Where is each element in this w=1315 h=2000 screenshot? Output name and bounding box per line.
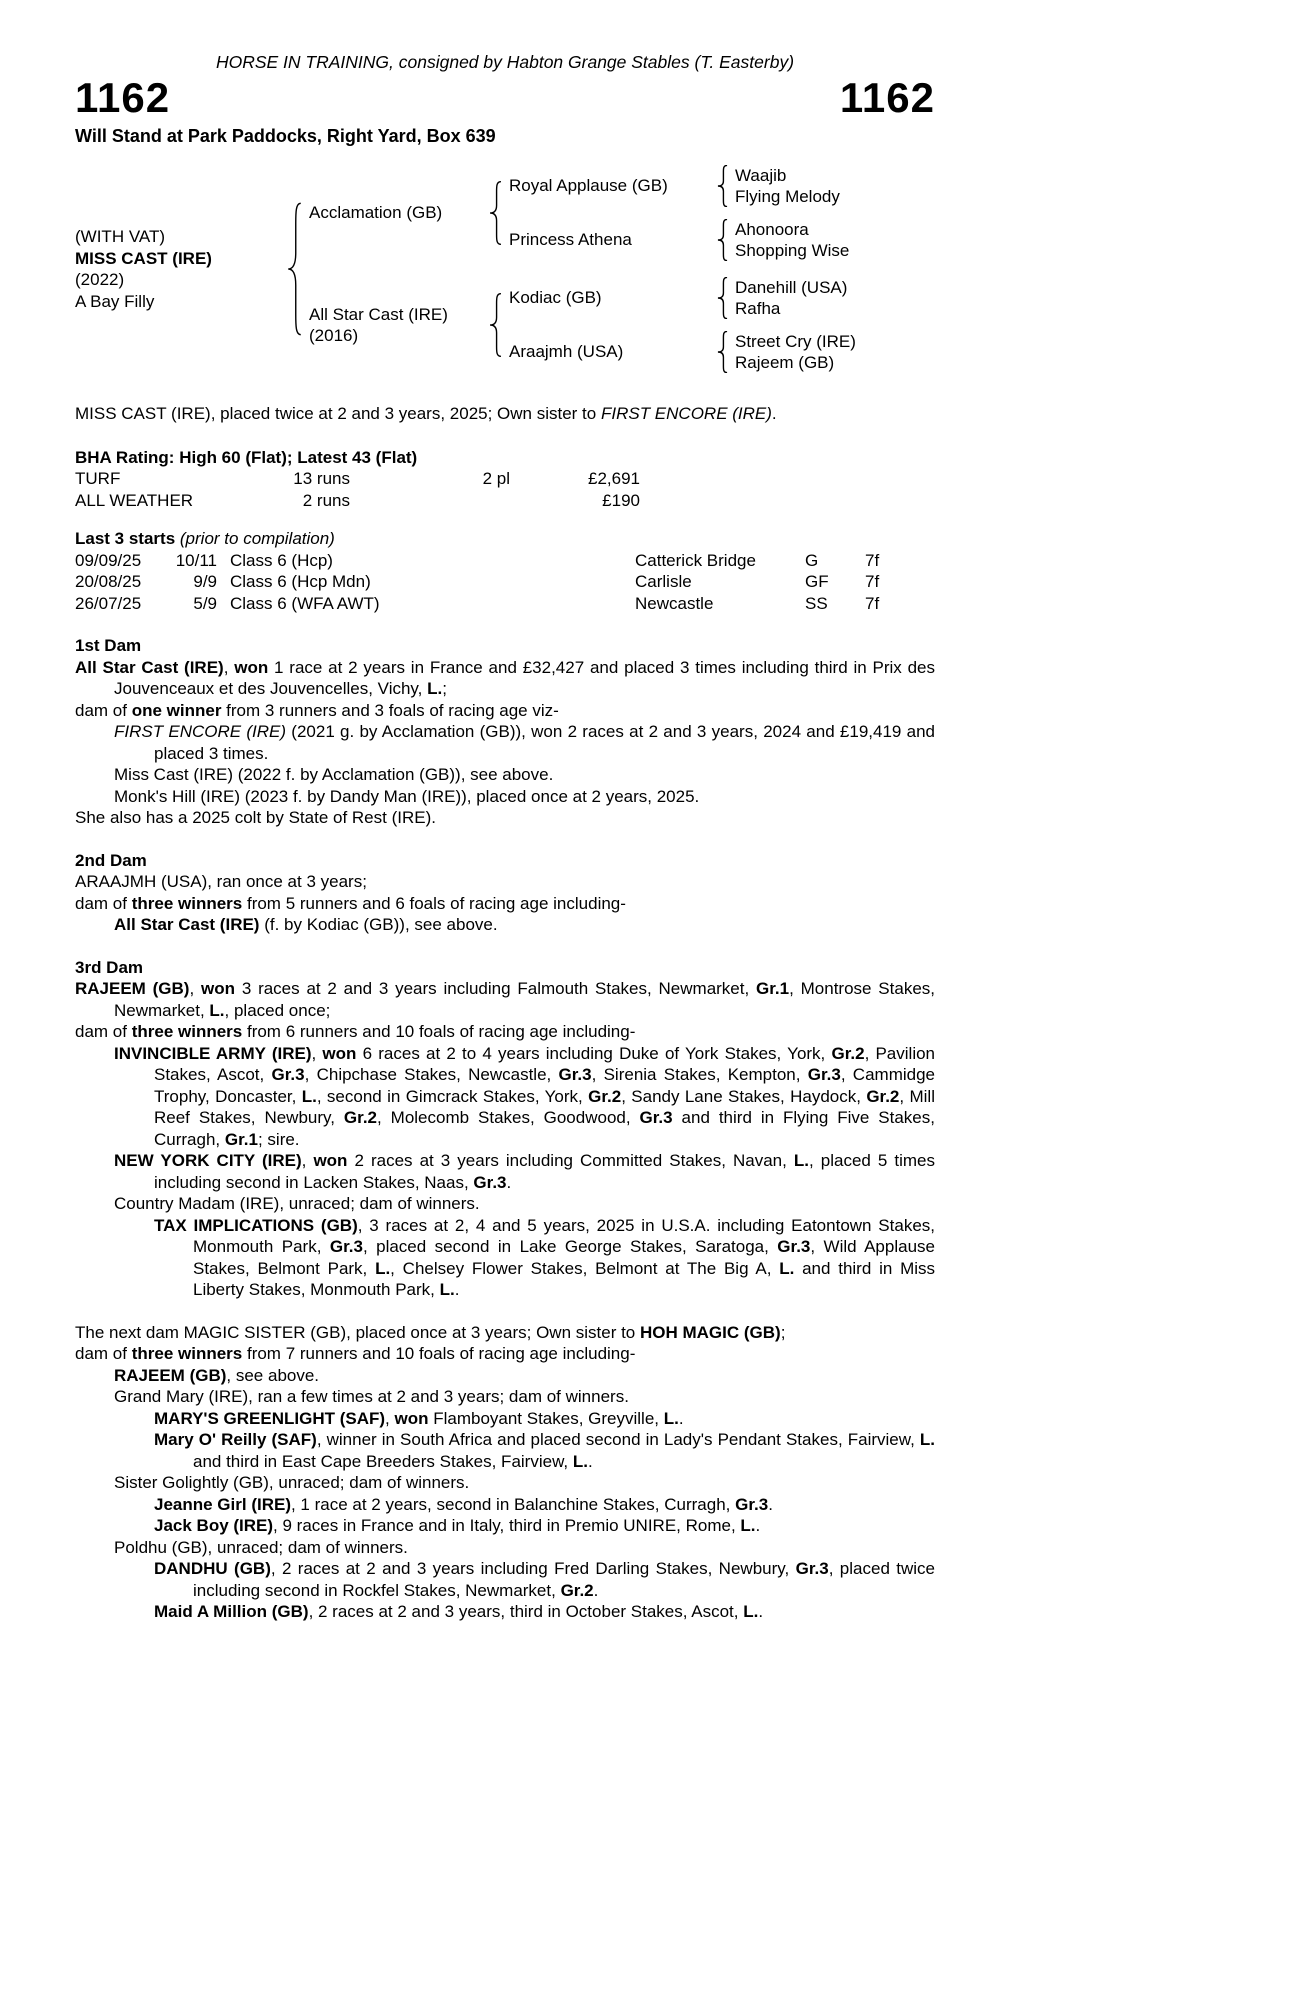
great-grandparent-name: Flying Melody — [735, 187, 840, 206]
text-segment: Maid A Million (GB) — [154, 1602, 309, 1621]
text-segment: , Sandy Lane Stakes, Haydock, — [621, 1086, 867, 1106]
foaling-year: (2022) — [75, 270, 125, 289]
text-segment: , Cammidge Trophy, Doncaster, — [154, 1065, 935, 1106]
text-segment: ; — [780, 1322, 786, 1342]
text-segment: dam of — [75, 1022, 132, 1041]
text-segment: , second in Gimcrack Stakes, York, — [316, 1086, 589, 1106]
text-segment: Gr.3 — [329, 1237, 363, 1256]
text-segment: 2 races at 3 years including Committed Stakes, Navan, — [347, 1151, 794, 1170]
text-segment: L. — [572, 1451, 588, 1471]
text-segment: three winners — [131, 893, 243, 913]
text-segment: and third in Miss Liberty Stakes, Monmouth Park, — [193, 1258, 936, 1299]
pedigree-brace-icon — [717, 331, 728, 373]
section-heading — [75, 957, 935, 979]
text-segment: Gr.1 — [756, 979, 790, 998]
stand-location: Will Stand at Park Paddocks, Right Yard, Box 639 — [75, 125, 496, 146]
grandparent-row — [509, 277, 856, 319]
grandsire-name: Royal Applause (GB) — [509, 176, 668, 196]
text-segment: . — [587, 1451, 593, 1471]
text-segment: Gr.2 — [831, 1043, 865, 1063]
text-segment: RAJEEM (GB) — [114, 1365, 227, 1385]
grandparent-row — [509, 219, 849, 261]
text-segment: Poldhu (GB), unraced; dam of winners. — [114, 1537, 408, 1557]
catalogue-paragraph — [75, 1429, 935, 1472]
pedigree-brace-icon — [287, 202, 302, 336]
catalogue-paragraph — [75, 1537, 935, 1559]
text-segment: L. — [375, 1258, 391, 1278]
dam-grandparents — [509, 277, 856, 373]
text-segment: three winners — [131, 1022, 243, 1041]
start-distance: 7f — [865, 572, 880, 591]
catalogue-paragraph — [75, 1322, 935, 1344]
text-segment: , — [385, 1408, 395, 1428]
start-course: Newcastle — [635, 593, 714, 613]
bha-rating-line: BHA Rating: High 60 (Flat); Latest 43 (Flat) — [75, 447, 418, 467]
text-segment: L. — [663, 1408, 679, 1428]
text-segment: Gr.3 — [639, 1108, 673, 1127]
consignment-header: HORSE IN TRAINING, consigned by Habton Grange Stables (T. Easterby) — [215, 52, 795, 72]
catalogue-paragraph — [75, 871, 935, 893]
start-distance: 7f — [865, 550, 880, 570]
text-segment: L. — [743, 1602, 759, 1621]
text-segment: , Chelsey Flower Stakes, Belmont at The Big A, — [390, 1258, 780, 1278]
text-segment: HOH MAGIC (GB) — [639, 1322, 781, 1342]
great-grandparent-name: Shopping Wise — [735, 241, 850, 260]
catalogue-paragraph — [75, 1472, 935, 1494]
text-segment: Flamboyant Stakes, Greyville, — [428, 1408, 664, 1428]
great-grandparents — [735, 277, 847, 319]
text-segment: from 5 runners and 6 foals of racing age including- — [242, 893, 626, 913]
catalogue-paragraph — [75, 1408, 935, 1430]
catalogue-paragraph — [75, 1343, 935, 1365]
text-segment: . — [678, 1408, 684, 1428]
text-segment: , Sirenia Stakes, Kempton, — [591, 1065, 808, 1084]
text-segment: dam of — [75, 1344, 132, 1363]
text-segment: , Wild Applause Stakes, Belmont Park, — [193, 1237, 935, 1278]
catalogue-content — [75, 0, 935, 1623]
text-segment: FIRST ENCORE (IRE) — [600, 404, 772, 423]
catalogue-paragraph — [75, 786, 935, 808]
text-segment: , 2 races at 2 and 3 years, third in October Stakes, Ascot, — [308, 1602, 744, 1621]
text-segment: won — [313, 1151, 348, 1170]
surface-label: ALL WEATHER — [75, 490, 194, 510]
text-segment: DANDHU (GB) — [154, 1559, 271, 1578]
catalogue-paragraph — [75, 1193, 935, 1215]
catalogue-paragraph — [75, 807, 935, 829]
text-segment: Gr.3 — [777, 1237, 811, 1256]
text-segment: won — [234, 657, 269, 677]
lot-number-right: 1162 — [839, 73, 935, 121]
granddam-name: Araajmh (USA) — [509, 342, 624, 362]
section-heading — [75, 635, 935, 657]
start-race: Class 6 (Hcp Mdn) — [230, 572, 371, 591]
catalogue-paragraph — [75, 1558, 935, 1601]
text-segment: (f. by Kodiac (GB)), see above. — [259, 915, 498, 934]
bha-rating-block — [75, 447, 935, 512]
runs-value: 2 runs — [302, 490, 350, 510]
text-segment: , 3 races at 2, 4 and 5 years, 2025 in U.S.A. including Eatontown Stakes, Monmouth Park, — [193, 1215, 935, 1256]
pedigree-generations — [309, 165, 856, 373]
text-segment: Jeanne Girl (IRE) — [154, 1494, 291, 1514]
text-segment: . — [506, 1172, 512, 1192]
start-position: 10/11 — [175, 550, 217, 570]
text-segment: Grand Mary (IRE), ran a few times at 2 and 3 years; dam of winners. — [114, 1387, 629, 1406]
catalogue-paragraph — [75, 1021, 935, 1043]
text-segment: , Molecomb Stakes, Goodwood, — [377, 1108, 640, 1127]
text-segment: Jack Boy (IRE) — [154, 1516, 274, 1535]
text-segment: , placed once; — [224, 1000, 331, 1020]
catalogue-paragraph — [75, 657, 935, 700]
text-segment: RAJEEM (GB) — [75, 979, 190, 998]
section-heading — [75, 850, 935, 872]
text-segment: Gr.2 — [866, 1086, 900, 1106]
start-course: Carlisle — [635, 572, 692, 591]
runs-value: 13 runs — [293, 469, 350, 488]
text-segment: L. — [740, 1516, 756, 1535]
text-segment: ; — [442, 679, 447, 698]
race-record-table — [75, 468, 935, 511]
last-starts-title-italic: (prior to compilation) — [175, 529, 335, 548]
text-segment: Gr.2 — [588, 1086, 622, 1106]
text-segment: Monk's Hill (IRE) (2023 f. by Dandy Man (IRE)), placed once at 2 years, 2025. — [114, 786, 700, 806]
text-segment: . — [454, 1280, 460, 1299]
start-race: Class 6 (Hcp) — [230, 550, 333, 570]
text-segment: from 6 runners and 10 foals of racing age including- — [242, 1022, 636, 1041]
catalogue-paragraph — [75, 1515, 935, 1537]
text-segment: , placed 5 times including second in Lacken Stakes, Naas, — [154, 1151, 936, 1192]
catalogue-paragraph — [75, 1043, 935, 1151]
dam-branch — [309, 277, 856, 373]
text-segment: FIRST ENCORE (IRE) — [114, 722, 287, 741]
text-segment: , — [311, 1043, 323, 1063]
great-grandparents — [735, 165, 840, 207]
great-grandparents — [735, 219, 849, 261]
start-position: 5/9 — [193, 593, 217, 613]
text-segment: . — [758, 1602, 764, 1621]
last-starts-block — [75, 528, 935, 614]
dam-name-block — [309, 304, 489, 347]
text-segment: She also has a 2025 colt by State of Rest (IRE). — [75, 808, 436, 827]
dam-name: All Star Cast (IRE) — [309, 304, 448, 324]
text-segment: Gr.2 — [343, 1108, 378, 1127]
great-grandparent-name: Ahonoora — [735, 220, 809, 239]
text-segment: and third in Flying Five Stakes, Curragh, — [154, 1108, 935, 1149]
text-segment: , 2 races at 2 and 3 years including Fred Darling Stakes, Newbury, — [270, 1559, 796, 1578]
sire-branch — [309, 165, 856, 261]
text-segment: ; sire. — [257, 1129, 300, 1149]
text-segment: The next dam MAGIC SISTER (GB), placed once at 3 years; Own sister to — [75, 1322, 640, 1342]
catalogue-body — [75, 635, 935, 1623]
great-grandparent-name: Rafha — [735, 299, 781, 318]
text-segment: All Star Cast (IRE) — [75, 657, 224, 677]
sire-grandparents — [509, 165, 849, 261]
text-segment: , — [301, 1151, 314, 1170]
text-segment: (2021 g. by Acclamation (GB)), won 2 races at 2 and 3 years, 2024 and £19,419 and placed 3 times. — [154, 722, 935, 763]
text-segment: Gr.3 — [735, 1494, 769, 1514]
catalogue-paragraph — [75, 1150, 935, 1193]
text-segment: , Chipchase Stakes, Newcastle, — [304, 1065, 559, 1084]
text-segment: NEW YORK CITY (IRE) — [114, 1151, 302, 1170]
start-date: 09/09/25 — [75, 550, 142, 570]
catalogue-paragraph — [75, 1215, 935, 1301]
last-starts-table — [75, 550, 935, 615]
text-segment: won — [322, 1043, 357, 1063]
sire-name: Acclamation (GB) — [309, 203, 443, 223]
great-grandparent-name: Street Cry (IRE) — [735, 332, 856, 351]
granddam-name: Princess Athena — [509, 230, 632, 250]
text-segment: three winners — [131, 1344, 243, 1363]
surface-label: TURF — [75, 469, 121, 488]
text-segment: , Montrose Stakes, Newmarket, — [114, 979, 935, 1020]
great-grandparents — [735, 331, 856, 373]
start-race: Class 6 (WFA AWT) — [230, 593, 380, 613]
text-segment: . — [593, 1580, 599, 1600]
text-segment: Gr.1 — [224, 1129, 258, 1149]
catalogue-paragraph — [75, 700, 935, 722]
text-segment: , 1 race at 2 years, second in Balanchine Stakes, Curragh, — [290, 1494, 736, 1514]
text-segment: Gr.3 — [271, 1065, 305, 1084]
text-segment: one winner — [131, 700, 222, 720]
text-segment: L. — [793, 1151, 809, 1170]
great-grandparent-name: Danehill (USA) — [735, 278, 848, 297]
text-segment: , winner in South Africa and placed second in Lady's Pendant Stakes, Fairview, — [316, 1430, 920, 1449]
pedigree-brace-icon — [717, 165, 728, 207]
last-starts-title-bold: Last 3 starts — [75, 529, 176, 548]
text-segment: L. — [427, 679, 443, 698]
text-segment: MISS CAST (IRE), placed twice at 2 and 3 years, 2025; Own sister to — [75, 404, 601, 423]
text-segment: Gr.3 — [795, 1559, 829, 1578]
text-segment: , Mill Reef Stakes, Newbury, — [154, 1086, 935, 1127]
catalogue-paragraph — [75, 1365, 935, 1387]
catalogue-paragraph — [75, 1601, 935, 1623]
text-segment: 3rd Dam — [75, 957, 144, 977]
text-segment: , — [223, 657, 235, 677]
start-distance: 7f — [865, 593, 880, 613]
text-segment: Gr.3 — [473, 1172, 507, 1192]
vat-note: (WITH VAT) — [75, 227, 166, 246]
text-segment: ARAAJMH (USA), ran once at 3 years; — [75, 872, 367, 891]
text-segment: TAX IMPLICATIONS (GB) — [154, 1215, 358, 1235]
text-segment: , placed second in Lake George Stakes, Saratoga, — [362, 1237, 778, 1256]
text-segment: , 9 races in France and in Italy, third in Premio UNIRE, Rome, — [273, 1516, 741, 1535]
start-going: G — [805, 550, 819, 570]
horse-name: MISS CAST (IRE) — [75, 248, 212, 268]
start-date: 20/08/25 — [75, 572, 142, 591]
text-segment: dam of — [75, 700, 132, 720]
catalogue-paragraph — [75, 1494, 935, 1516]
placed-value — [350, 490, 510, 512]
text-segment: MARY'S GREENLIGHT (SAF) — [154, 1408, 386, 1428]
text-segment: , Pavilion Stakes, Ascot, — [154, 1043, 936, 1084]
catalogue-paragraph — [75, 764, 935, 786]
great-grandparent-name: Waajib — [735, 166, 787, 185]
text-segment: L. — [779, 1258, 795, 1278]
earnings-value: £190 — [602, 490, 640, 510]
start-going: GF — [805, 572, 829, 591]
text-segment: . — [771, 404, 777, 423]
text-segment: dam of — [75, 893, 132, 913]
catalogue-paragraph — [75, 1386, 935, 1408]
great-grandparent-name: Rajeem (GB) — [735, 353, 835, 372]
catalogue-paragraph — [75, 978, 935, 1021]
catalogue-paragraph — [75, 914, 935, 936]
pedigree-brace-icon — [717, 277, 728, 319]
text-segment: won — [201, 979, 236, 998]
text-segment: and third in East Cape Breeders Stakes, Fairview, — [193, 1451, 573, 1471]
start-date: 26/07/25 — [75, 593, 142, 613]
horse-description: A Bay Filly — [75, 291, 155, 311]
text-segment: . — [755, 1516, 761, 1535]
pedigree-brace-icon — [717, 219, 728, 261]
text-segment: Gr.3 — [558, 1065, 592, 1084]
text-segment: Gr.2 — [560, 1580, 594, 1600]
damsire-name: Kodiac (GB) — [509, 288, 602, 308]
earnings-value: £2,691 — [588, 469, 640, 488]
race-record-summary — [75, 403, 935, 425]
text-segment: from 3 runners and 3 foals of racing age viz- — [221, 700, 559, 720]
text-segment: Sister Golightly (GB), unraced; dam of winners. — [114, 1473, 470, 1492]
text-segment: Country Madam (IRE), unraced; dam of winners. — [114, 1194, 480, 1213]
text-segment: INVINCIBLE ARMY (IRE) — [114, 1043, 312, 1063]
lot-number-left: 1162 — [75, 73, 171, 121]
catalogue-paragraph — [75, 893, 935, 915]
text-segment: . — [768, 1494, 773, 1514]
text-segment: L. — [301, 1086, 317, 1106]
grandparent-row — [509, 165, 849, 207]
grandparent-row — [509, 331, 856, 373]
pedigree-brace-icon — [489, 293, 502, 357]
text-segment: L. — [209, 1000, 225, 1020]
text-segment: , — [189, 979, 202, 998]
lot-number-row — [75, 73, 935, 121]
text-segment: Mary O' Reilly (SAF) — [154, 1430, 317, 1449]
text-segment: from 7 runners and 10 foals of racing age including- — [242, 1344, 636, 1363]
start-course: Catterick Bridge — [635, 550, 756, 570]
pedigree-brace-icon — [489, 181, 502, 245]
text-segment: 2nd Dam — [75, 850, 147, 870]
text-segment: 1st Dam — [75, 636, 142, 655]
placed-value: 2 pl — [482, 469, 510, 488]
text-segment: Gr.3 — [807, 1065, 841, 1084]
text-segment: Miss Cast (IRE) (2022 f. by Acclamation (GB)), see above. — [114, 765, 554, 784]
text-segment: L. — [919, 1430, 935, 1449]
start-position: 9/9 — [193, 572, 217, 591]
text-segment: 1 race at 2 years in France and £32,427 and placed 3 times including third in Prix des Jouvenceaux et des Jouvencelles, Vichy, — [114, 657, 935, 698]
pedigree-tree — [75, 165, 935, 373]
catalogue-paragraph — [75, 721, 935, 764]
text-segment: , see above. — [226, 1365, 320, 1385]
text-segment: L. — [439, 1280, 455, 1299]
text-segment: 6 races at 2 to 4 years including Duke of York Stakes, York, — [356, 1043, 832, 1063]
text-segment: All Star Cast (IRE) — [114, 915, 260, 934]
text-segment: won — [394, 1408, 429, 1428]
dam-year: (2016) — [309, 326, 359, 345]
start-going: SS — [805, 593, 828, 613]
last-starts-title — [75, 528, 935, 550]
text-segment: , placed twice including second in Rockfel Stakes, Newmarket, — [193, 1559, 935, 1600]
text-segment: 3 races at 2 and 3 years including Falmouth Stakes, Newmarket, — [235, 979, 757, 998]
pedigree-subject — [75, 226, 287, 312]
